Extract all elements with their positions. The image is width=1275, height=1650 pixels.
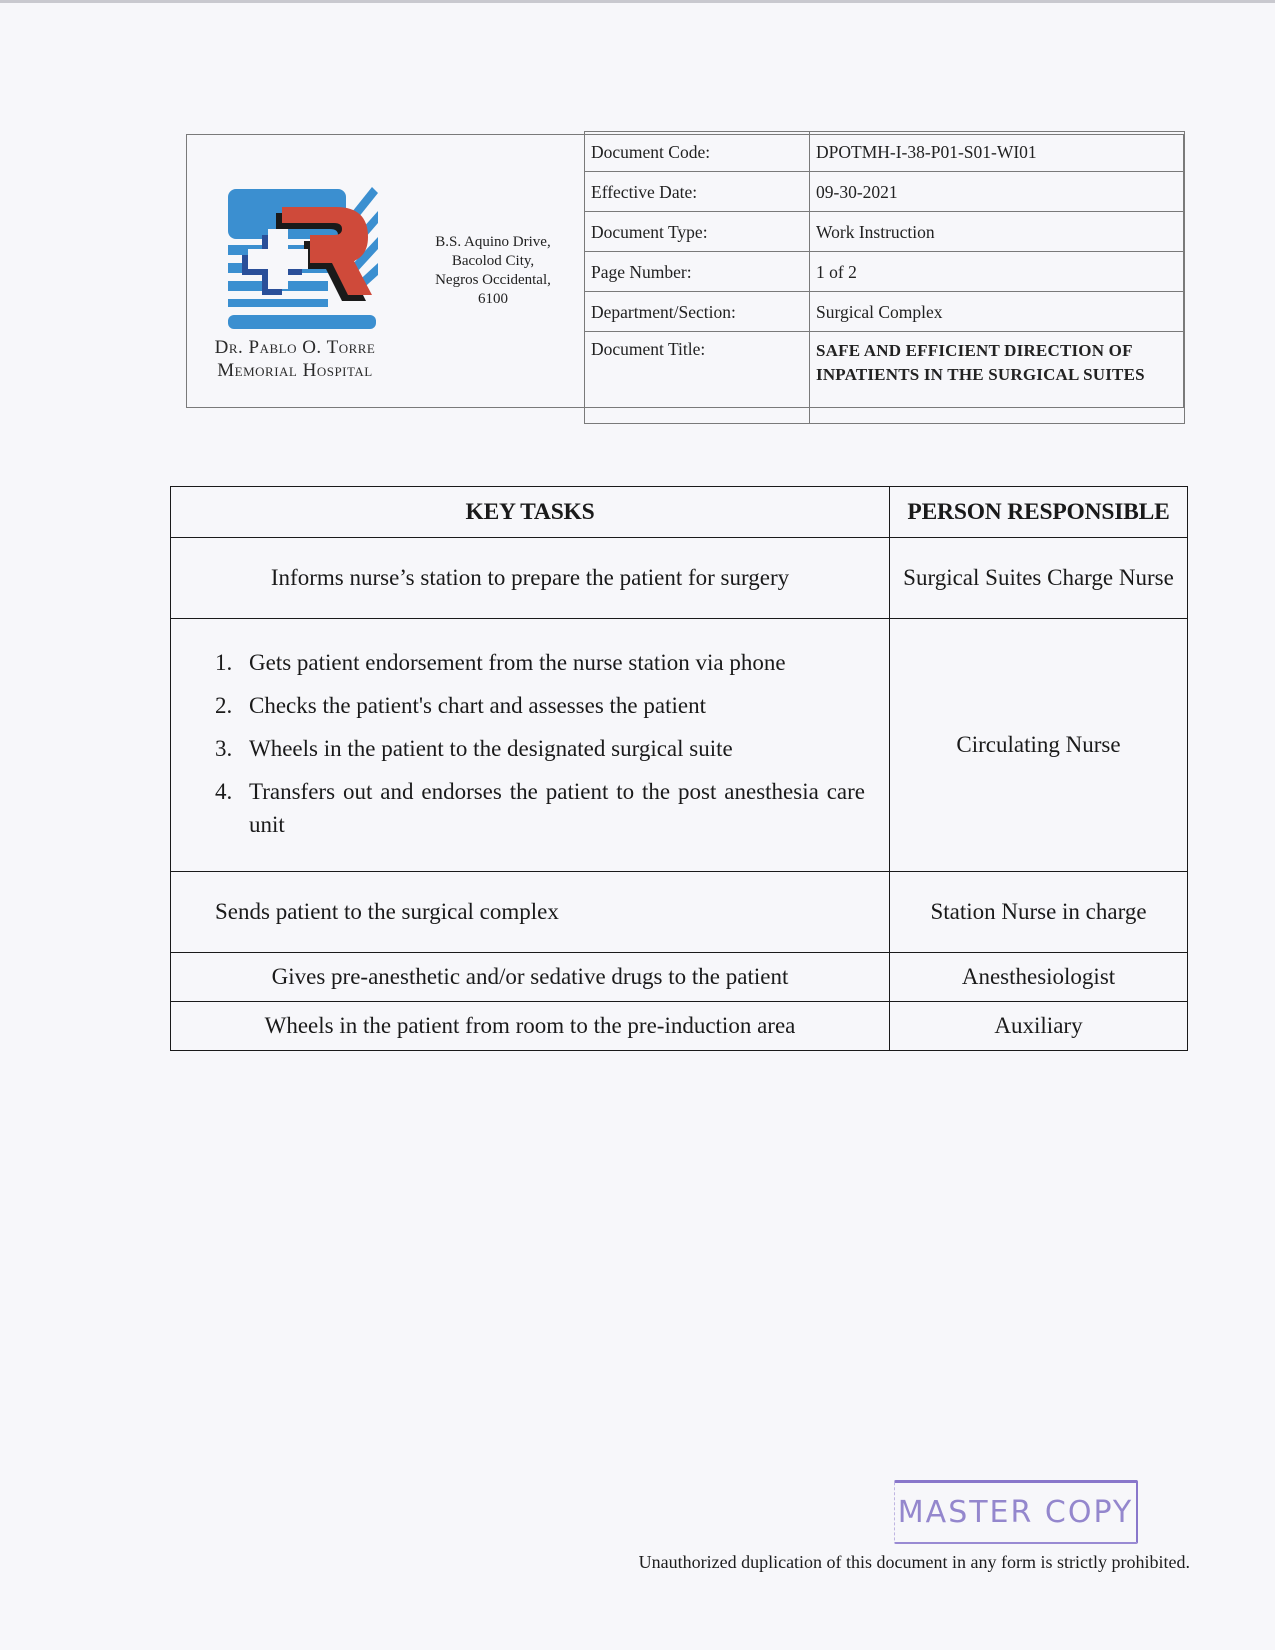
key-tasks-table (170, 486, 1188, 1051)
task-step (215, 775, 865, 841)
task-steps-list (215, 646, 865, 841)
person-cell: Anesthesiologist (890, 953, 1188, 1002)
hospital-logo-icon (222, 183, 378, 335)
document-header (186, 134, 1184, 408)
task-step (215, 732, 865, 765)
step-number: 1. (215, 649, 233, 675)
meta-label: Department/Section: (585, 292, 810, 332)
meta-row-document-title (585, 332, 1185, 424)
hospital-info (187, 135, 585, 407)
step-number: 3. (215, 735, 233, 761)
step-text: Transfers out and endorses the patient to the post anesthesia care unit (249, 778, 865, 837)
meta-value: 1 of 2 (810, 252, 1185, 292)
step-text: Wheels in the patient to the designated surgical suite (249, 735, 733, 761)
meta-value: Surgical Complex (810, 292, 1185, 332)
meta-row-document-type (585, 212, 1185, 252)
person-cell: Surgical Suites Charge Nurse (890, 538, 1188, 619)
task-cell: Sends patient to the surgical complex (171, 872, 890, 953)
address-line: Negros Occidental, (435, 272, 551, 288)
meta-value: DPOTMH-I-38-P01-S01-WI01 (810, 132, 1185, 172)
meta-value: 09-30-2021 (810, 172, 1185, 212)
table-row (171, 1002, 1188, 1051)
hospital-name (191, 336, 399, 382)
meta-label: Document Type: (585, 212, 810, 252)
document-meta-table (584, 131, 1185, 424)
page-edge (0, 0, 1275, 3)
person-cell: Station Nurse in charge (890, 872, 1188, 953)
meta-value: Work Instruction (810, 212, 1185, 252)
footer-notice: Unauthorized duplication of this document in any form is strictly prohibited. (638, 1552, 1190, 1572)
meta-label: Document Code: (585, 132, 810, 172)
master-copy-stamp: MASTER COPY (894, 1480, 1138, 1544)
meta-row-document-code (585, 132, 1185, 172)
step-text: Gets patient endorsement from the nurse station via phone (249, 649, 786, 675)
column-header-key-tasks: KEY TASKS (171, 487, 890, 538)
table-row (171, 619, 1188, 872)
task-step (215, 646, 865, 679)
column-header-person-responsible: PERSON RESPONSIBLE (890, 487, 1188, 538)
meta-label: Page Number: (585, 252, 810, 292)
person-cell: Auxiliary (890, 1002, 1188, 1051)
task-step (215, 689, 865, 722)
meta-label: Effective Date: (585, 172, 810, 212)
table-header-row (171, 487, 1188, 538)
table-row (171, 953, 1188, 1002)
address-line: B.S. Aquino Drive, (435, 234, 551, 250)
hospital-name-line2: Memorial Hospital (217, 360, 373, 381)
meta-row-effective-date (585, 172, 1185, 212)
task-cell: Wheels in the patient from room to the pre-induction area (171, 1002, 890, 1051)
document-title: SAFE AND EFFICIENT DIRECTION OF INPATIENTS IN THE SURGICAL SUITES (810, 332, 1185, 424)
step-number: 4. (215, 778, 233, 804)
meta-label: Document Title: (585, 332, 810, 424)
task-cell: Informs nurse’s station to prepare the patient for surgery (171, 538, 890, 619)
table-row (171, 538, 1188, 619)
task-cell: Gives pre-anesthetic and/or sedative drugs to the patient (171, 953, 890, 1002)
hospital-name-line1: Dr. Pablo O. Torre (214, 337, 376, 358)
meta-row-page-number (585, 252, 1185, 292)
address-line: 6100 (478, 291, 508, 307)
task-cell (171, 619, 890, 872)
step-number: 2. (215, 692, 233, 718)
table-row (171, 872, 1188, 953)
meta-row-department (585, 292, 1185, 332)
step-text: Checks the patient's chart and assesses the patient (249, 692, 706, 718)
person-cell: Circulating Nurse (890, 619, 1188, 872)
address-line: Bacolod City, (451, 253, 535, 269)
hospital-address (409, 233, 577, 309)
